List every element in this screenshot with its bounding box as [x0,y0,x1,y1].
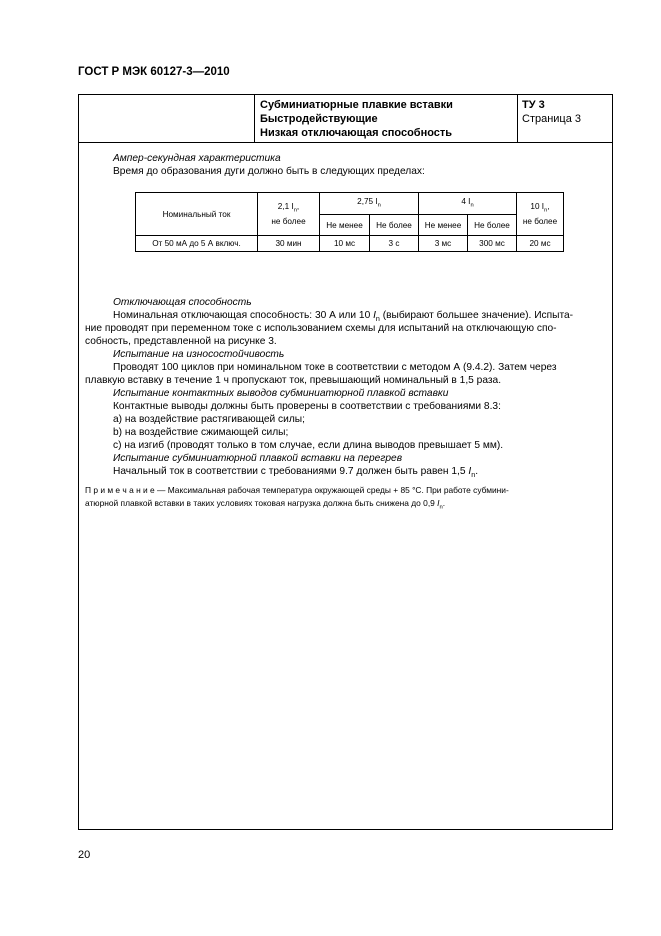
temperature-rise-text: Начальный ток в соответствии с требованиями 9.7 должен быть равен 1,5 $I_n$. [113,466,479,480]
title-box-title [255,95,518,142]
th-4-in: 4 $I_n$ [419,193,517,215]
list-item: c) на изгиб (проводят только в том случае, если длина выводов превышает 5 мм). [113,440,504,451]
breaking-capacity-line-1: Номинальная отключающая способность: 30 А или 10 $I_n$ (выбирают большее значение). Испыта- [113,310,574,324]
list-item: b) на воздействие сжимающей силы; [113,427,289,438]
th-max-2: Не более [468,215,517,236]
page-number: 20 [78,849,91,861]
section-heading-terminals: Испытание контактных выводов субминиатюрной плавкой вставки [113,388,449,399]
page-frame [78,94,613,830]
table-cell: 300 мс [468,236,517,252]
note-line-1: П р и м е ч а н и е — Максимальная рабочая температура окружающей среды + 85 °С. При работе субмини- [85,485,509,495]
section-heading-time-current: Ампер-секундная характеристика [113,153,281,164]
title-box-blank-cell [79,95,255,142]
endurance-line-2: плавкую вставку в течение 1 ч пропускают ток, превышающий номинальный в 1,5 раза. [85,375,502,386]
title-line-3: Низкая отключающая способность [260,127,453,139]
table-cell: 10 мс [320,236,370,252]
time-current-table [135,192,564,252]
section-heading-temperature-rise: Испытание субминиатюрной плавкой вставки на перегрев [113,453,403,464]
section-heading-endurance: Испытание на износостойчивость [113,349,285,360]
table-cell: 30 мин [258,236,320,252]
table-cell: 20 мс [517,236,564,252]
endurance-line-1: Проводят 100 циклов при номинальном токе в соответствии с методом А (9.4.2). Затем через [113,362,557,373]
terminals-intro: Контактные выводы должны быть проверены в соответствии с требованиями 8.3: [113,401,501,412]
list-item: a) на воздействие растягивающей силы; [113,414,305,425]
breaking-capacity-line-3: собность, представленной на рисунке 3. [85,336,277,347]
th-2-1-in: 2,1 $I_n$, не более [258,193,320,236]
table-cell: 3 мс [419,236,468,252]
th-max-1: Не более [370,215,419,236]
breaking-capacity-line-2: ние проводят при переменном токе с использованием схемы для испытаний на отключающую спо- [85,323,557,334]
th-rated-current: Номинальный ток [136,193,258,236]
th-min-2: Не менее [419,215,468,236]
th-2-75-in: 2,75 $I_n$ [320,193,419,215]
th-min-1: Не менее [320,215,370,236]
title-box-code [518,95,616,145]
spec-code: ТУ 3 [522,99,545,111]
section-heading-breaking-capacity: Отключающая способность [113,297,252,308]
table-cell: 3 с [370,236,419,252]
table-cell: От 50 мА до 5 А включ. [136,236,258,252]
title-line-2: Быстродействующие [260,113,378,125]
th-10-in: 10 $I_n$, не более [517,193,564,236]
title-box [79,95,612,143]
note-line-2: атюрной плавкой вставки в таких условиях токовая нагрузка должна быть снижена до 0,9 $I_n$. [85,498,446,511]
spec-page-label: Страница 3 [522,113,582,125]
section-intro-text: Время до образования дуги должно быть в следующих пределах: [113,166,425,177]
document-code: ГОСТ Р МЭК 60127-3—2010 [78,66,230,78]
title-line-1: Субминиатюрные плавкие вставки [260,99,453,111]
